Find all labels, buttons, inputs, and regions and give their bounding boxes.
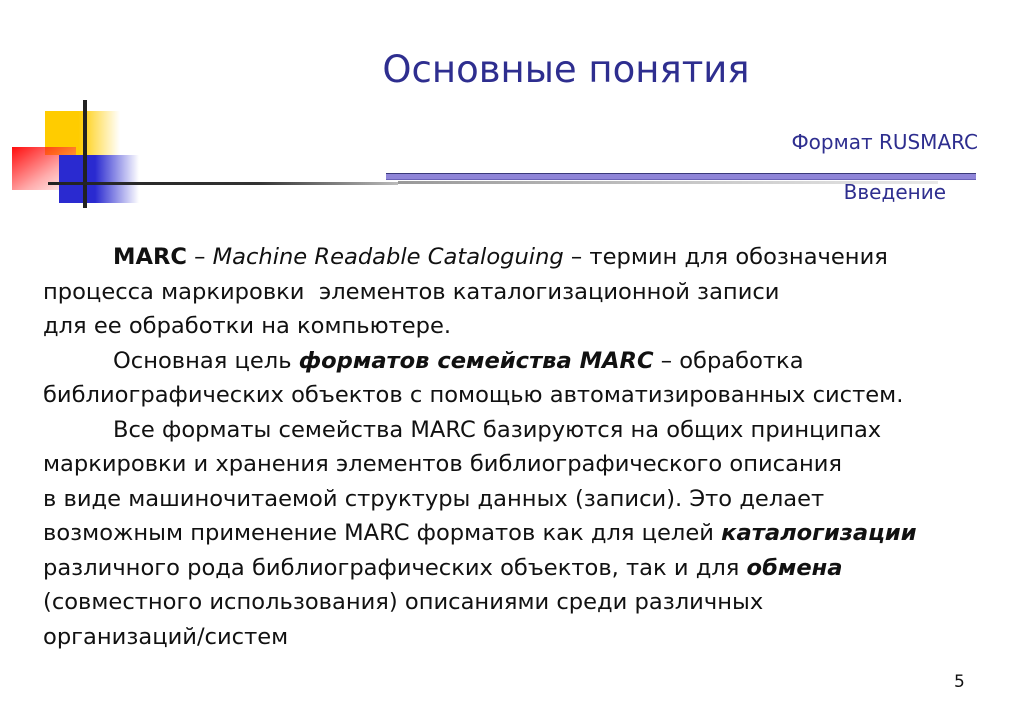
text-span: различного рода библиографических объектов, так и для: [43, 554, 747, 581]
logo-vertical-line: [83, 100, 87, 208]
paragraph-3-line-4: [43, 516, 1003, 551]
text-span: – термин для обозначения: [563, 244, 888, 270]
emphasis-formats: форматов семейства MARC: [298, 347, 654, 374]
text-span: Основная цель: [113, 347, 299, 374]
page-number: 5: [954, 672, 965, 692]
paragraph-2-line-2: библиографических объектов с помощью автоматизированных систем.: [43, 382, 904, 408]
paragraph-1-line-1: [43, 240, 1003, 275]
emphasis-exchange: обмена: [746, 554, 843, 581]
decorative-logo: [0, 90, 200, 220]
term-expansion: Machine Readable Cataloguing: [212, 244, 564, 270]
paragraph-1-line-2: процесса маркировки элементов каталогизационной записи: [43, 278, 780, 305]
header-rule: [386, 173, 976, 180]
slide-title: Основные понятия: [382, 48, 750, 91]
header-horizontal-line: [48, 182, 398, 185]
dash: –: [186, 244, 213, 270]
term-marc: MARC: [113, 244, 187, 270]
slide-body: [43, 240, 1003, 654]
paragraph-3-line-1: Все форматы семейства MARC базируются на общих принципах: [113, 416, 882, 443]
paragraph-3-line-5: [43, 551, 1003, 586]
slide-subtitle: Формат RUSMARC: [791, 130, 978, 154]
logo-blue-square: [59, 155, 139, 203]
paragraph-1-line-3: для ее обработки на компьютере.: [43, 313, 452, 339]
section-label: Введение: [843, 180, 946, 204]
text-span: – обработка: [653, 347, 804, 374]
paragraph-3-line-2: маркировки и хранения элементов библиографического описания: [43, 451, 842, 477]
paragraph-2-line-1: [43, 344, 1003, 379]
text-span: возможным применение MARC форматов как для целей: [43, 520, 722, 546]
paragraph-3-line-7: организаций/систем: [43, 623, 289, 650]
emphasis-cataloguing: каталогизации: [721, 520, 917, 546]
paragraph-3-line-6: (совместного использования) описаниями среди различных: [43, 589, 764, 615]
paragraph-3-line-3: в виде машиночитаемой структуры данных (записи). Это делает: [43, 485, 825, 512]
